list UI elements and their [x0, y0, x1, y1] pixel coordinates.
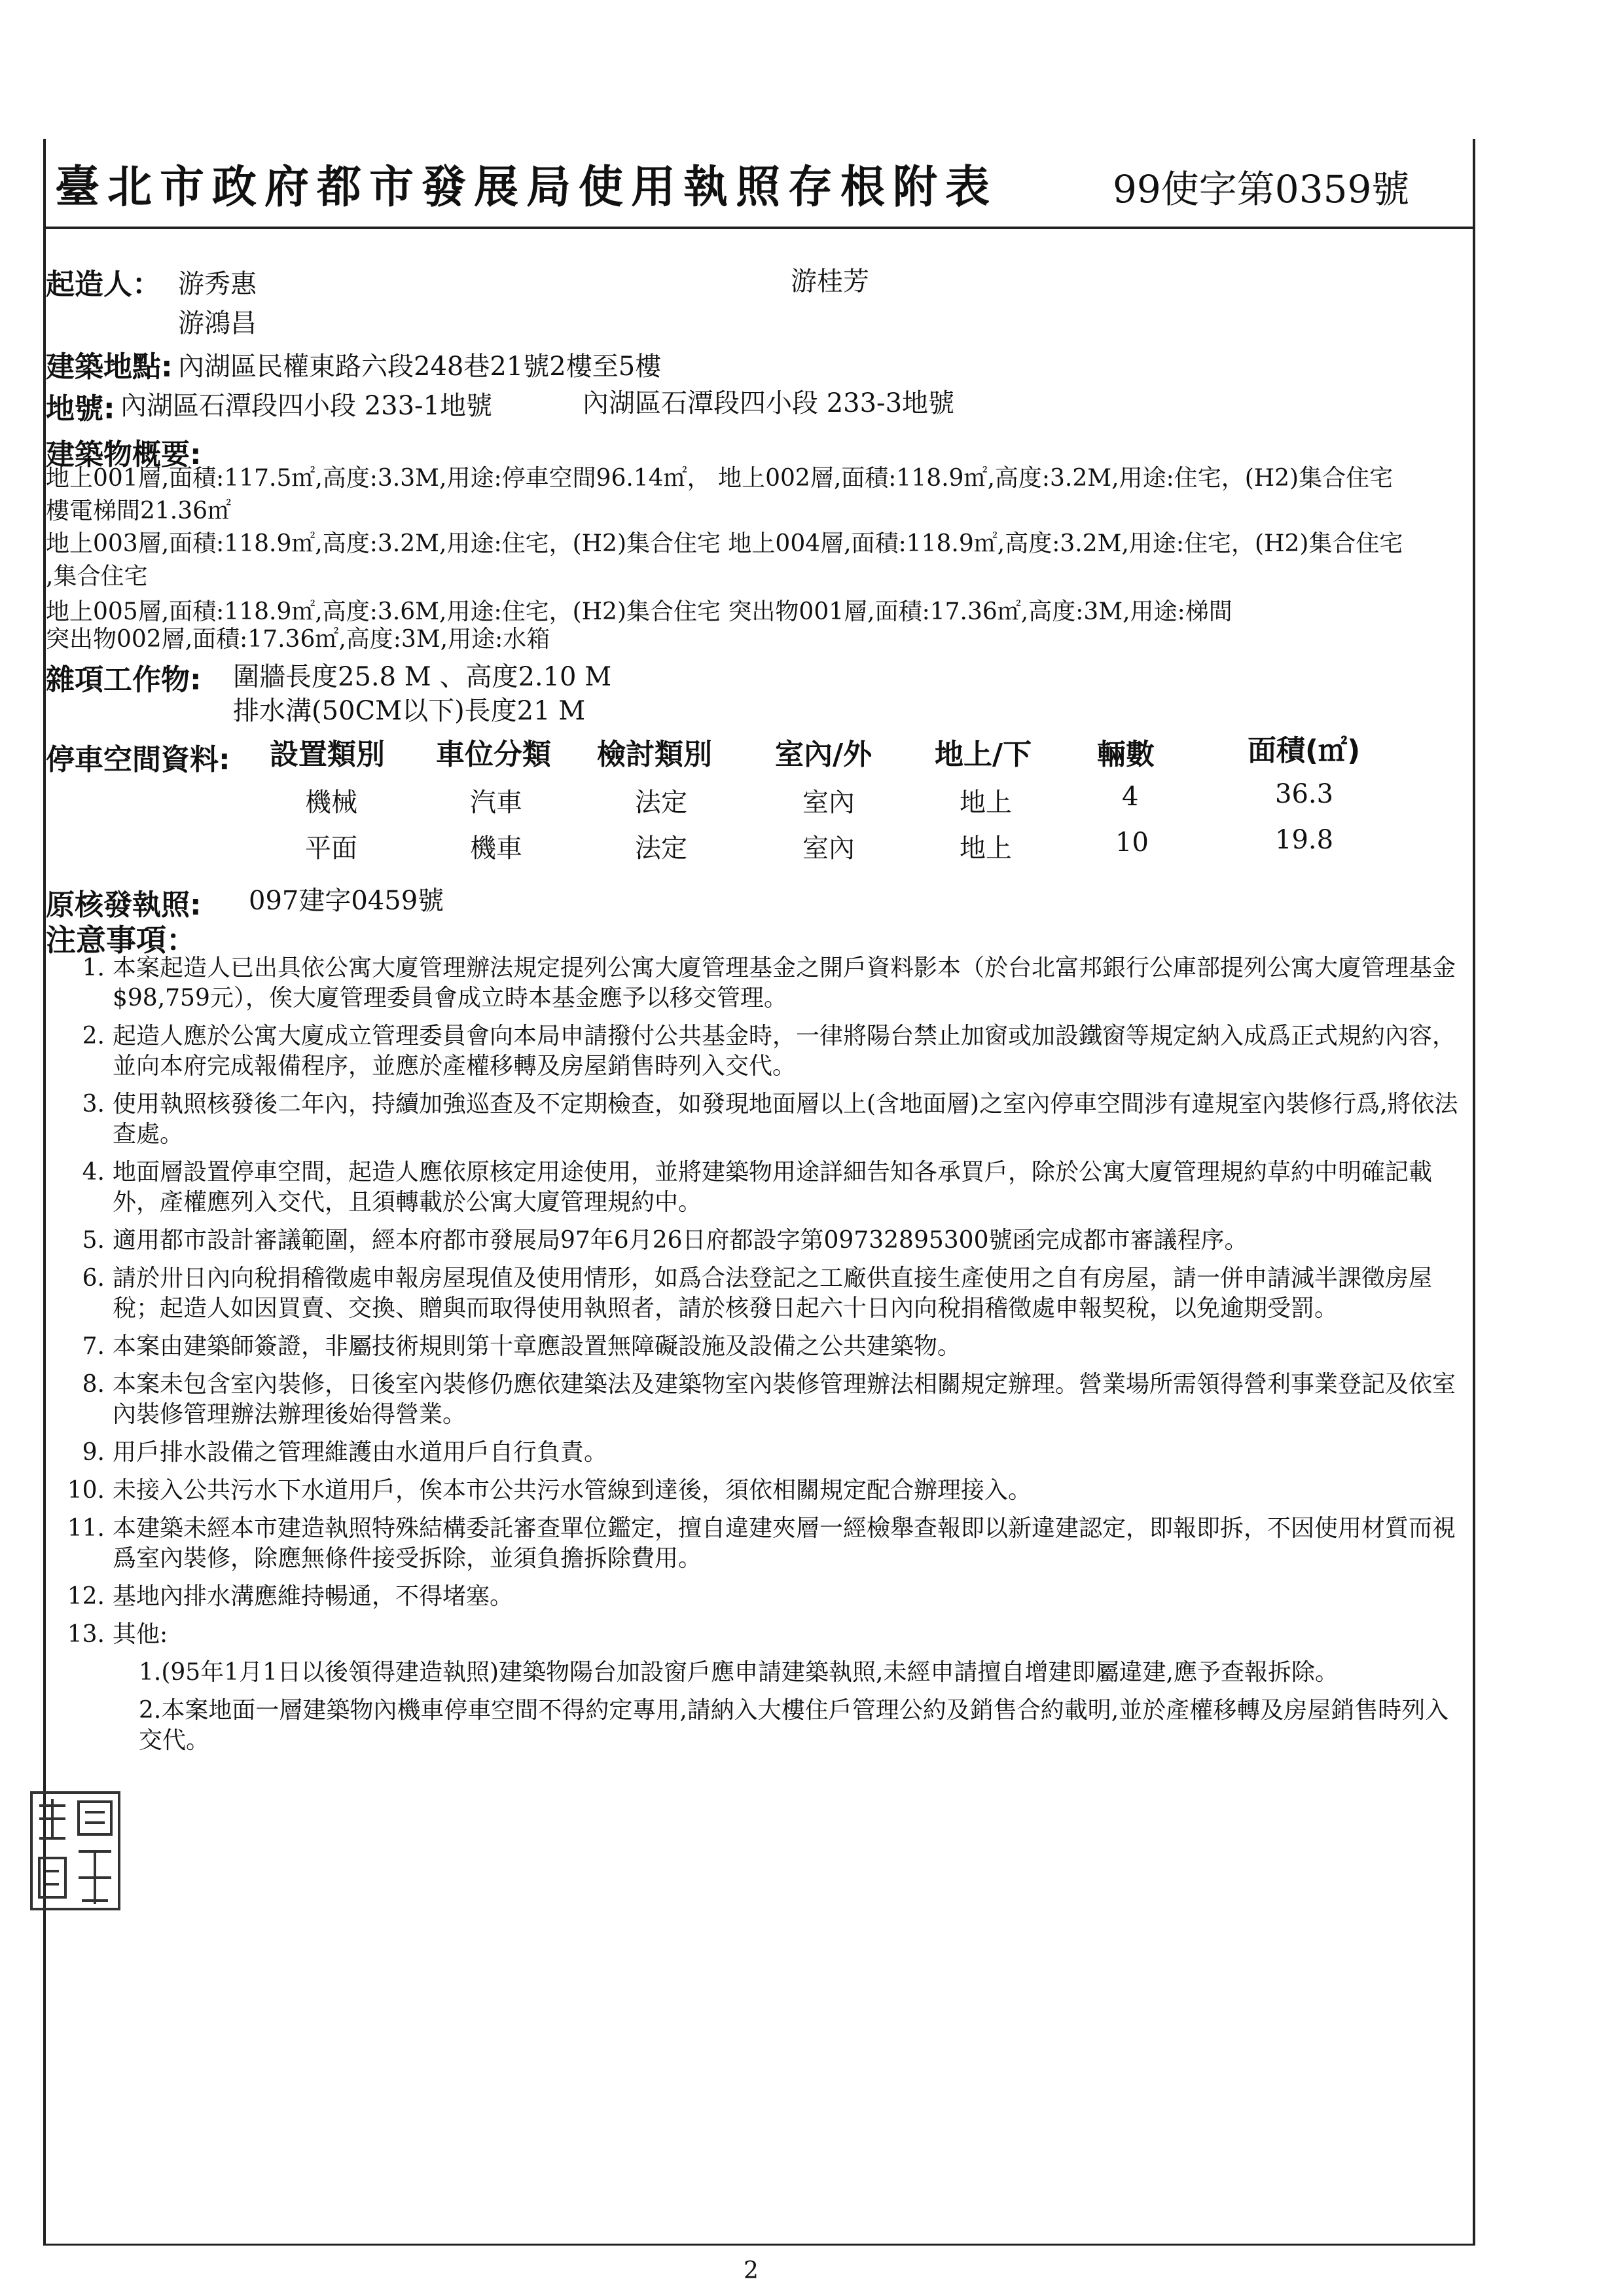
- official-seal: [26, 1786, 124, 1916]
- site-label: 建築地點:: [46, 350, 173, 384]
- notes-list: [65, 953, 1466, 1764]
- original-permit-label: 原核發執照:: [46, 888, 202, 922]
- note-text: 本案起造人已出具依公寓大廈管理辦法規定提列公寓大廈管理基金之開戶資料影本（於台北富邦銀行公庫部提列公寓大廈管理基金$98,759元），俟大廈管理委員會成立時本基金應予以移交管理。: [113, 955, 1456, 1011]
- note-number: 8.: [82, 1371, 105, 1398]
- parking-cell: 法定: [635, 833, 687, 864]
- list-item: [65, 1514, 1466, 1574]
- lot-number: 內湖區石潭段四小段 233-1地號: [120, 391, 493, 421]
- misc-work-line: 圍牆長度25.8 M 、高度2.10 M: [233, 662, 612, 692]
- parking-label: 停車空間資料:: [46, 743, 230, 776]
- note-number: 6.: [82, 1265, 105, 1292]
- note-text: 本案由建築師簽證，非屬技術規則第十章應設置無障礙設施及設備之公共建築物。: [113, 1333, 962, 1360]
- note-number: 1.: [82, 955, 105, 981]
- overview-line: 樓電梯間21.36㎡: [46, 498, 232, 524]
- title-divider: [43, 227, 1475, 229]
- list-item: [65, 1370, 1466, 1430]
- lot-number: 內湖區石潭段四小段 233-3地號: [583, 388, 955, 418]
- list-item: [65, 1332, 1466, 1362]
- original-permit-number: 097建字0459號: [249, 886, 444, 916]
- lot-label: 地號:: [46, 392, 115, 426]
- applicant-name: 游秀惠: [178, 269, 257, 299]
- note-number: 13.: [67, 1621, 105, 1648]
- parking-cell: 法定: [635, 788, 687, 818]
- list-item: [65, 1582, 1466, 1612]
- parking-header: 輛數: [1097, 738, 1155, 771]
- list-item: [65, 1264, 1466, 1324]
- document-title: 臺北市政府都市發展局使用執照存根附表: [55, 161, 998, 213]
- list-item: [65, 1620, 1466, 1650]
- overview-line: 地上003層,面積:118.9㎡,高度:3.2M,用途:住宅，(H2)集合住宅 地上004層,面積:118.9㎡,高度:3.2M,用途:住宅，(H2)集合住宅: [46, 530, 1403, 557]
- parking-header: 面積(㎡): [1248, 734, 1361, 767]
- note-text: 基地內排水溝應維持暢通，不得堵塞。: [113, 1583, 514, 1610]
- overview-line: 地上005層,面積:118.9㎡,高度:3.6M,用途:住宅，(H2)集合住宅 突出物001層,面積:17.36㎡,高度:3M,用途:梯間: [46, 598, 1232, 625]
- sub-note-text: 1.(95年1月1日以後領得建造執照)建築物陽台加設窗戶應申請建築執照,未經申請擅自增建即屬違建,應予查報拆除。: [139, 1659, 1339, 1686]
- list-item: [65, 1021, 1466, 1082]
- note-number: 9.: [82, 1439, 105, 1466]
- list-item: [65, 1476, 1466, 1506]
- parking-cell: 4: [1122, 782, 1139, 812]
- parking-header: 室內/外: [775, 738, 872, 771]
- notes-label: 注意事項：: [46, 922, 196, 958]
- parking-cell: 36.3: [1275, 779, 1334, 809]
- permit-number: 99使字第0359號: [1113, 167, 1410, 211]
- parking-cell: 19.8: [1275, 825, 1334, 855]
- parking-cell: 平面: [305, 833, 357, 864]
- parking-header: 地上/下: [935, 738, 1032, 771]
- parking-cell: 10: [1115, 828, 1149, 858]
- note-text: 未接入公共污水下水道用戶，俟本市公共污水管線到達後，須依相關規定配合辦理接入。: [113, 1477, 1032, 1504]
- list-item: [65, 1089, 1466, 1150]
- misc-work-line: 排水溝(50CM以下)長度21 M: [233, 696, 586, 726]
- list-item: [65, 1696, 1466, 1756]
- parking-header: 設置類別: [270, 738, 385, 771]
- misc-work-label: 雜項工作物:: [46, 663, 202, 697]
- note-text: 地面層設置停車空間，起造人應依原核定用途使用，並將建築物用途詳細告知各承買戶，除於公寓大廈管理規約草約中明確記載外，產權應列入交代，且須轉載於公寓大廈管理規約中。: [113, 1159, 1433, 1216]
- note-text: 起造人應於公寓大廈成立管理委員會向本局申請撥付公共基金時，一律將陽台禁止加窗或加設鐵窗等規定納入成爲正式規約內容，並向本府完成報備程序，並應於產權移轉及房屋銷售時列入交代。: [113, 1023, 1456, 1080]
- parking-cell: 地上: [960, 833, 1012, 864]
- overview-line: 突出物002層,面積:17.36㎡,高度:3M,用途:水箱: [46, 626, 550, 653]
- note-number: 2.: [82, 1023, 105, 1049]
- list-item: [65, 1438, 1466, 1468]
- note-text: 使用執照核發後二年內，持續加強巡查及不定期檢查，如發現地面層以上(含地面層)之室內停車空間涉有違規室內裝修行爲,將依法查處。: [113, 1091, 1458, 1148]
- note-text: 其他:: [113, 1621, 168, 1648]
- note-text: 本案未包含室內裝修，日後室內裝修仍應依建築法及建築物室內裝修管理辦法相關規定辦理。營業場所需領得營利事業登記及依室內裝修管理辦法辦理後始得營業。: [113, 1371, 1456, 1428]
- parking-header: 車位分類: [436, 738, 551, 771]
- parking-cell: 地上: [960, 788, 1012, 818]
- note-number: 3.: [82, 1091, 105, 1118]
- note-number: 5.: [82, 1227, 105, 1254]
- parking-cell: 機車: [470, 833, 522, 864]
- applicant-label: 起造人：: [46, 268, 161, 301]
- parking-header: 檢討類別: [597, 738, 712, 771]
- note-text: 本建築未經本市建造執照特殊結構委託審查單位鑑定，擅自違建夾層一經檢舉查報即以新違建認定，即報即拆，不因使用材質而視爲室內裝修，除應無條件接受拆除，並須負擔拆除費用。: [113, 1515, 1456, 1572]
- note-number: 4.: [82, 1159, 105, 1186]
- list-item: [65, 1658, 1466, 1688]
- parking-cell: 機械: [305, 788, 357, 818]
- note-text: 適用都市設計審議範圍，經本府都市發展局97年6月26日府都設字第09732895300號函完成都市審議程序。: [113, 1227, 1248, 1254]
- applicant-name: 游鴻昌: [178, 308, 257, 338]
- note-text: 用戶排水設備之管理維護由水道用戶自行負責。: [113, 1439, 608, 1466]
- note-number: 11.: [67, 1515, 105, 1542]
- site-address: 內湖區民權東路六段248巷21號2樓至5樓: [178, 352, 662, 382]
- parking-cell: 室內: [802, 833, 855, 864]
- applicant-name: 游桂芳: [791, 266, 869, 297]
- list-item: [65, 953, 1466, 1013]
- note-number: 10.: [67, 1477, 105, 1504]
- note-number: 7.: [82, 1333, 105, 1360]
- sub-note-text: 2.本案地面一層建築物內機車停車空間不得約定專用,請納入大樓住戶管理公約及銷售合約載明,並於產權移轉及房屋銷售時列入交代。: [139, 1697, 1449, 1754]
- page-number: 2: [744, 2257, 759, 2284]
- parking-cell: 汽車: [470, 788, 522, 818]
- list-item: [65, 1226, 1466, 1256]
- note-number: 12.: [67, 1583, 105, 1610]
- parking-cell: 室內: [802, 788, 855, 818]
- overview-line: ,集合住宅: [46, 563, 148, 590]
- note-text: 請於卅日內向稅捐稽徵處申報房屋現值及使用情形，如爲合法登記之工廠供直接生產使用之自有房屋，請一併申請減半課徵房屋稅；起造人如因買賣、交換、贈與而取得使用執照者，請於核發日起六十日內向稅捐稽徵處申報契稅，以免逾期受罰。: [113, 1265, 1433, 1322]
- overview-line: 地上001層,面積:117.5㎡,高度:3.3M,用途:停車空間96.14㎡， 地上002層,面積:118.9㎡,高度:3.2M,用途:住宅，(H2)集合住宅: [46, 465, 1393, 492]
- list-item: [65, 1157, 1466, 1218]
- overview-label: 建築物概要:: [46, 438, 202, 471]
